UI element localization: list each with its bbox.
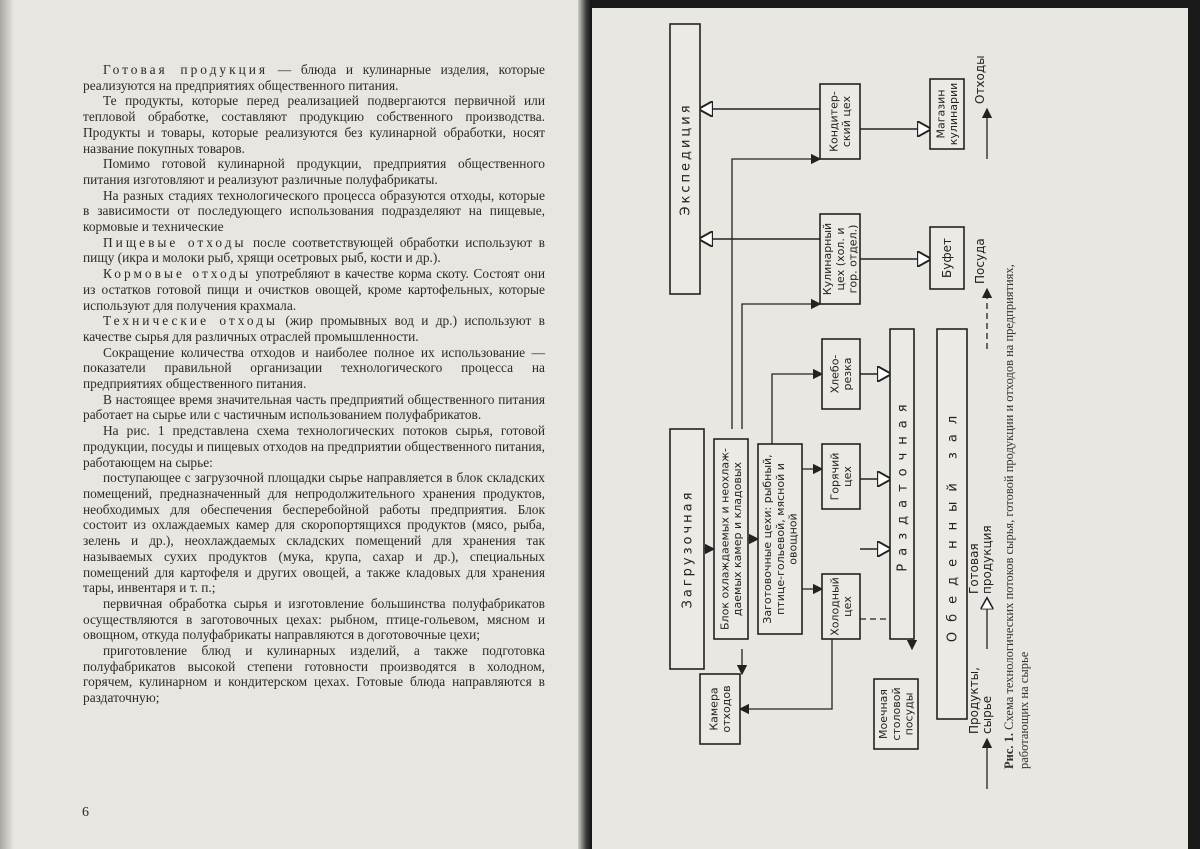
legend-othody-label: Отходы xyxy=(973,55,987,104)
box-ekspediciya xyxy=(670,24,700,294)
box-konditer xyxy=(820,84,860,159)
box-moechnaya-label: столовой xyxy=(889,687,903,741)
figure-caption xyxy=(1002,264,1032,769)
box-bufet xyxy=(930,227,964,289)
box-goryachiy-label: Горячий xyxy=(828,452,842,501)
paragraph: Готовая продукция — блюда и кулинарные изделия, которые реализуются на предприятиях общественного питания. xyxy=(83,62,545,93)
box-magazin-label: кулинарии xyxy=(947,82,961,146)
box-razdatochnaya-label: Раздаточная xyxy=(895,396,911,572)
legend-gotovaya-label: Готовая xyxy=(967,543,981,594)
paragraph: В настоящее время значительная часть предприятий общественного питания работает на сырье или с частичным использованием полуфабрикатов. xyxy=(83,391,545,423)
right-page xyxy=(592,8,1188,849)
caption-line-2: работающих на сырье xyxy=(1017,651,1031,769)
rotated-figure xyxy=(592,8,1188,849)
box-zagotovochnye xyxy=(758,444,802,634)
paragraph: Помимо готовой кулинарной продукции, предприятия общественного питания изготовляют и реализуют различные полуфабрикаты. xyxy=(83,156,545,187)
left-page xyxy=(0,0,586,849)
flow-line xyxy=(732,159,820,429)
box-moechnaya-label: Моечная xyxy=(877,688,891,740)
paragraph: Технические отходы (жир промывных вод и др.) используют в качестве сырья для различных отраслей промышленности. xyxy=(83,313,545,344)
page-number: 6 xyxy=(82,805,89,820)
paragraph: Пищевые отходы после соответствующей обработки используют в пищу (икра и молоки рыб, хрящи осетровых рыб, кости и др.). xyxy=(83,234,545,266)
paragraph: Те продукты, которые перед реализацией подвергаются первичной или тепловой обработке, составляют продукцию собственного производства. Продукты и товары, которые реализуются без кулинарной обработки, носят название покупных товаров. xyxy=(83,93,545,156)
box-zagruzochnaya xyxy=(670,429,704,669)
box-sklad xyxy=(714,439,748,639)
box-kamera-label: Камера xyxy=(707,687,721,731)
term-lead: Технические отходы xyxy=(103,313,279,329)
paragraph: приготовление блюд и кулинарных изделий, а также подготовка полуфабрикатов высокой степени готовности производятся в холодном, горячем, кулинарном и кондитерском цехах. Готовые блюда направляются в раздаточную; xyxy=(83,643,545,706)
box-moechnaya xyxy=(874,679,918,749)
box-zagruzochnaya-label: Загрузочная xyxy=(680,489,696,609)
box-kamera xyxy=(700,674,740,744)
box-zagotovochnye-label: птице-гольевой, мясной и xyxy=(773,463,787,615)
paragraph: поступающее с загрузочной площадки сырье направляется в блок складских помещений, предназначенный для непродолжительного хранения продуктов, необходимых для обеспечения бесперебойной работы предприятия. Блок состоит из охлаждаемых камер для скоропортящихся продуктов (мясо, рыба, зелень и др.), неохлаждаемых складских помещений для хранения так называемых сухих продуктов (мука, крупа, сахар и др.), специальных помещений для картофеля и других овощей, а также кладовых для хранения тары, инвентаря и т. п.; xyxy=(83,470,545,596)
box-moechnaya-label: посуды xyxy=(902,692,916,736)
box-obedennyy-zal xyxy=(937,329,967,719)
paragraph: Кормовые отходы употребляют в качестве корма скоту. Состоят они из остатков готовой пищи и очистков овощей, кроме картофельных, которые используют для получения крахмала. xyxy=(83,266,546,313)
paragraph: На рис. 1 представлена схема технологических потоков сырья, готовой продукции, посуды и пищевых отходов на предприятии общественного питания, работающем на сырье: xyxy=(83,423,545,470)
box-magazin xyxy=(930,79,964,149)
box-hleborezka-label: Хлебо- xyxy=(828,354,842,394)
book-gutter xyxy=(578,0,592,849)
term-lead: Готовая продукция xyxy=(103,62,269,77)
box-bufet-label: Буфет xyxy=(940,238,955,278)
page-edge-shadow xyxy=(0,0,14,849)
term-lead: Кормовые отходы xyxy=(103,266,252,282)
box-goryachiy xyxy=(822,444,860,509)
legend-produkty-label: Продукты, xyxy=(967,667,981,734)
box-goryachiy-label: цех xyxy=(841,466,855,487)
term-lead: Пищевые отходы xyxy=(103,234,247,250)
legend-posuda-label: Посуда xyxy=(973,238,987,284)
paragraph: первичная обработка сырья и изготовление большинства полуфабрикатов осуществляются в заготовочных цехах: рыбном, птице-гольевом, мясном и овощном, откуда полуфабрикаты направляются в доготовочные цехи; xyxy=(83,595,545,643)
legend-gotovaya-label: продукция xyxy=(980,525,994,594)
box-razdatochnaya xyxy=(890,329,914,639)
box-sklad-label: даемых камер и кладовых xyxy=(731,461,745,617)
box-ekspediciya-label: Экспедиция xyxy=(678,102,694,216)
box-obedennyy-zal-label: Обеденный зал xyxy=(945,405,961,643)
box-zagotovochnye-label: овощной xyxy=(786,513,800,565)
body-text xyxy=(83,62,545,706)
box-holodnyy-label: цех xyxy=(841,596,855,617)
box-kulinarnyy xyxy=(820,214,860,304)
paragraph: Сокращение количества отходов и наиболее полное их использование — показатели правильной организации технологического процесса на предприятиях общественного питания. xyxy=(83,344,545,392)
box-holodnyy xyxy=(822,574,860,639)
box-kulinarnyy-label: цех (хол. и xyxy=(833,227,847,291)
legend-produkty-label: сырье xyxy=(980,695,994,734)
box-kulinarnyy-label: Кулинарный xyxy=(821,222,835,296)
caption-line-1: Схема технологических потоков сырья, готовой продукции и отходов на предприятиях, xyxy=(1002,264,1016,733)
box-hleborezka xyxy=(822,339,860,409)
caption-lead: Рис. 1. xyxy=(1002,732,1016,769)
flow-line xyxy=(772,374,822,444)
flow-diagram xyxy=(592,8,1188,849)
box-magazin-label: Магазин xyxy=(934,89,948,139)
paragraph: На разных стадиях технологического процесса образуются отходы, которые в зависимости от последующего использования подразделяют на пищевые, кормовые и технические xyxy=(83,187,545,235)
flow-line xyxy=(742,304,820,429)
box-zagotovochnye-label: Заготовочные цехи: рыбный, xyxy=(761,454,775,624)
box-sklad-label: Блок охлаждаемых и неохлаж- xyxy=(718,448,732,630)
box-konditer-label: ский цех xyxy=(840,95,854,148)
box-holodnyy-label: Холодный xyxy=(828,577,842,636)
box-kulinarnyy-label: гор. отдел.) xyxy=(846,224,860,294)
box-hleborezka-label: резка xyxy=(841,357,855,391)
box-konditer-label: Кондитер- xyxy=(827,91,841,152)
box-kamera-label: отходов xyxy=(720,685,734,733)
